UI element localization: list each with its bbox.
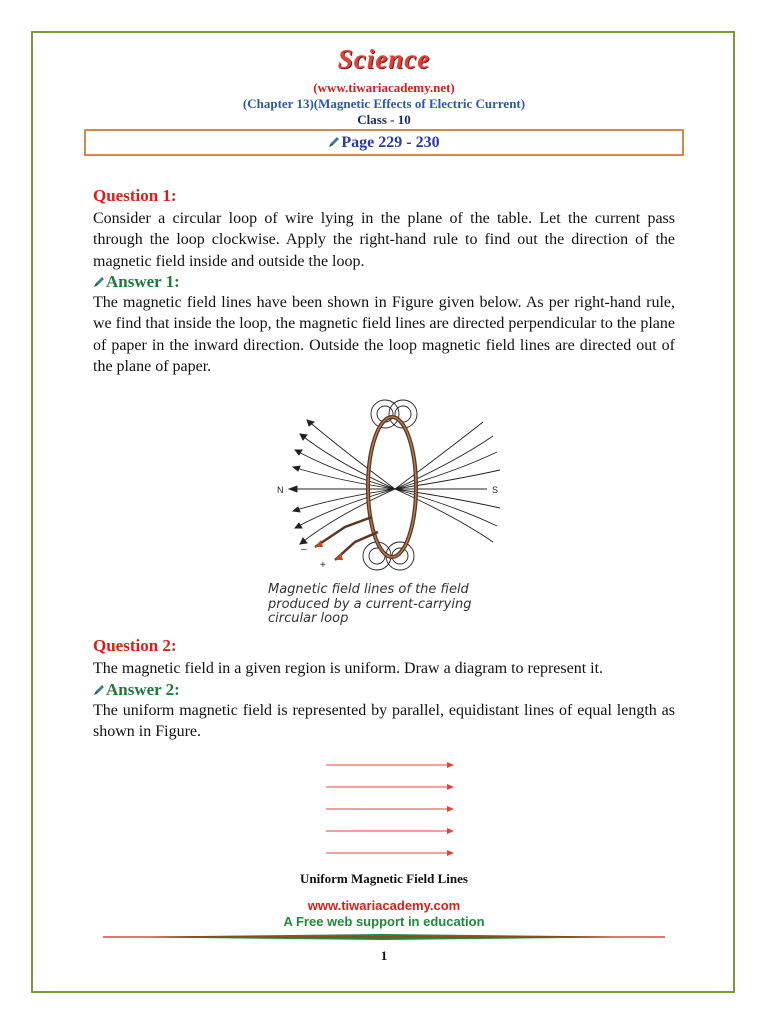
answer-1-label: Answer 1: [106, 272, 180, 291]
answer-2-text: The uniform magnetic field is represented by parallel, equidistant lines of equal length as shown in Figure. [93, 702, 675, 741]
page-number: 1 [380, 948, 388, 963]
plus-label: + [320, 560, 326, 571]
pen-icon [93, 684, 105, 696]
footer-divider [103, 933, 665, 941]
page-range-box [84, 129, 684, 156]
question-2-label: Question 2: [93, 636, 177, 655]
south-label: S [492, 485, 499, 495]
uniform-field-diagram [318, 755, 458, 865]
pen-icon [328, 136, 340, 148]
pen-icon [93, 276, 105, 288]
chapter-title: (Chapter 13)(Magnetic Effects of Electric Current) [242, 96, 526, 111]
footer-tagline: A Free web support in education [283, 914, 485, 929]
footer-website: www.tiwariacademy.com [307, 898, 461, 913]
class-label: Class - 10 [357, 112, 411, 127]
loop-field-diagram [275, 392, 515, 577]
page-title: Science [337, 44, 431, 74]
field-arrow [326, 784, 454, 790]
north-label: N [277, 485, 284, 495]
answer-2-label-row [93, 680, 180, 700]
page-range-text: Page 229 - 230 [341, 134, 440, 151]
answer-1-label-row [93, 272, 180, 292]
question-1-label: Question 1: [93, 186, 177, 205]
answer-2-label: Answer 2: [106, 680, 180, 699]
question-2-text: The magnetic field in a given region is uniform. Draw a diagram to represent it. [93, 660, 604, 677]
figure-1-caption: Magnetic field lines of the field produced by a current-carrying circular loop [268, 582, 472, 626]
figure-2-caption: Uniform Magnetic Field Lines [300, 871, 468, 886]
question-1-text: Consider a circular loop of wire lying in the plane of the table. Let the current pass through the loop clockwise. Apply the right-hand rule to find out the direction of the magnetic field inside and outside the loop. [93, 210, 675, 270]
answer-1-text: The magnetic field lines have been shown in Figure given below. As per right-hand rule, we find that inside the loop, the magnetic field lines are directed perpendicular to the plane of paper in the inward direction. Outside the loop magnetic field lines are directed out of the plane of paper. [93, 294, 676, 375]
header-website: (www.tiwariacademy.net) [313, 80, 455, 95]
minus-label: – [301, 544, 307, 555]
field-arrow [326, 806, 454, 812]
field-arrow [326, 850, 454, 856]
field-arrow [326, 762, 454, 768]
field-arrow [326, 828, 454, 834]
